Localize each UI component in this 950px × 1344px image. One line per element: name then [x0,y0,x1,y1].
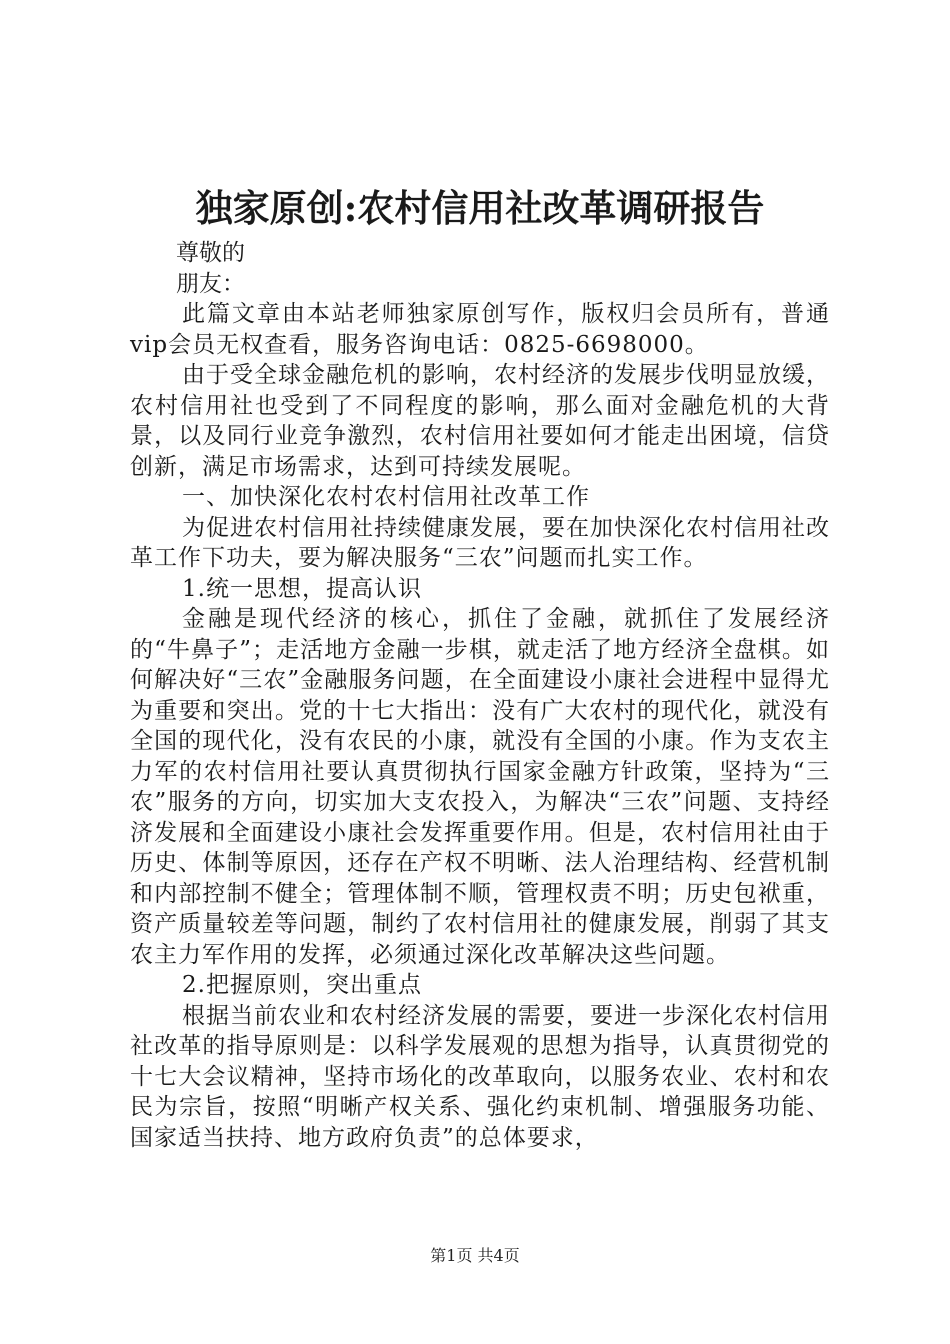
salutation-line-1: 尊敬的 [176,240,245,266]
page-footer: 第1页 共4页 [430,1246,520,1265]
subsection-heading-1: 1.统一思想，提高认识 [182,575,422,602]
paragraph-section-1: 为促进农村信用社持续健康发展，要在加快深化农村信用社改革工作下功夫，要为解决服务“三农”问题而扎实工作。 [130,514,830,571]
paragraph-intro: 由于受全球金融危机的影响，农村经济的发展步伐明显放缓，农村信用社也受到了不同程度的影响，那么面对金融危机的大背景，以及同行业竞争激烈，农村信用社要如何才能走出困境，信贷创新，满足市场需求，达到可持续发展呢。 [130,362,830,480]
paragraph-copyright: 此篇文章由本站老师独家原创写作，版权归会员所有，普通vip会员无权查看，服务咨询电话：0825-6698000。 [130,301,830,358]
salutation-line-2: 朋友： [176,270,245,297]
document-title: 独家原创:农村信用社改革调研报告 [195,186,765,230]
subsection-heading-2: 2.把握原则，突出重点 [182,972,422,998]
section-heading-1: 一、加快深化农村农村信用社改革工作 [182,484,590,510]
paragraph-subsection-2: 根据当前农业和农村经济发展的需要，要进一步深化农村信用社改革的指导原则是：以科学发展观的思想为指导，认真贯彻党的十七大会议精神，坚持市场化的改革取向，以服务农业、农村和农民为宗旨，按照“明晰产权关系、强化约束机制、增强服务功能、国家适当扶持、地方政府负责”的总体要求， [130,1002,830,1151]
document-page [130,180,830,1153]
paragraph-subsection-1: 金融是现代经济的核心，抓住了金融，就抓住了发展经济的“牛鼻子”；走活地方金融一步棋，就走活了地方经济全盘棋。如何解决好“三农”金融服务问题，在全面建设小康社会进程中显得尤为重要和突出。党的十七大指出：没有广大农村的现代化，就没有全国的现代化，没有农民的小康，就没有全国的小康。作为支农主力军的农村信用社要认真贯彻执行国家金融方针政策，坚持为“三农”服务的方向，切实加大支农投入，为解决“三农”问题、支持经济发展和全面建设小康社会发挥重要作用。但是，农村信用社由于历史、体制等原因，还存在产权不明晰、法人治理结构、经营机制和内部控制不健全；管理体制不顺，管理权责不明；历史包袱重，资产质量较差等问题，制约了农村信用社的健康发展，削弱了其支农主力军作用的发挥，必须通过深化改革解决这些问题。 [130,606,830,968]
